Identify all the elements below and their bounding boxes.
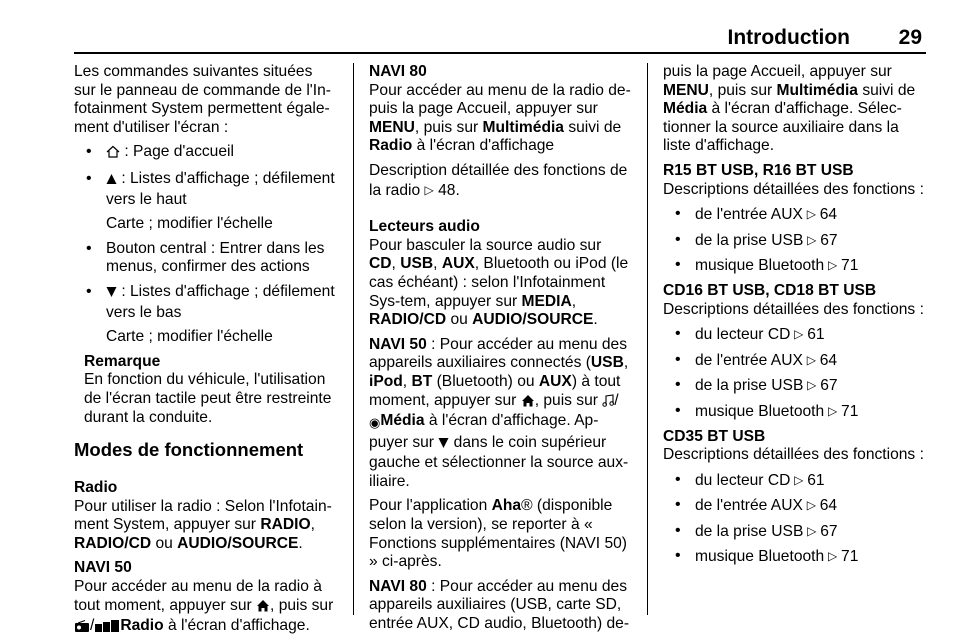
radio-heading: Radio: [74, 479, 118, 497]
list-item: • de l'entrée AUX ▷ 64: [663, 351, 926, 371]
page-ref-icon: ▷: [803, 378, 821, 393]
music-note-icon: [602, 394, 614, 413]
list-item: • de l'entrée AUX ▷ 64: [663, 496, 926, 516]
column-1: [74, 63, 337, 638]
model-groups: [663, 162, 926, 567]
list-item: • : Listes d'affichage ; défilement vers le bas: [74, 283, 337, 322]
home-icon: [106, 145, 120, 164]
page-ref-icon: ▷: [802, 207, 820, 222]
triangle-up-icon: [106, 172, 117, 191]
carte-note: Carte ; modifier l'échelle: [106, 215, 273, 233]
page-ref-icon: ▷: [824, 549, 842, 564]
remark-title: Remarque: [84, 352, 161, 370]
list-item: • Bouton central : Entrer dans les menus, confirmer des actions: [74, 240, 337, 277]
page-ref-icon: ▷: [802, 498, 820, 513]
page-ref-icon: ▷: [803, 232, 821, 247]
lecteurs-paragraph: Pour basculer la source audio sur CD, USB, AUX, Bluetooth ou iPod (le cas échéant) : selon l'Infotainment Sys-tem, appuyer sur MEDIA, RADIO/CD ou AUDIO/SOURCE.: [369, 236, 629, 329]
page-number: 29: [898, 26, 922, 49]
page-ref-icon: ▷: [424, 182, 434, 197]
page-ref-icon: ▷: [802, 352, 820, 367]
column-divider: [647, 63, 648, 615]
list-item: • du lecteur CD ▷ 61: [663, 471, 926, 491]
functions-description: Descriptions détaillées des fonctions :: [663, 180, 924, 198]
page-ref-icon: ▷: [790, 327, 808, 342]
carte-note: Carte ; modifier l'échelle: [106, 328, 273, 346]
home-icon: [256, 599, 270, 618]
header-divider: [74, 52, 926, 54]
remark-text: En fonction du véhicule, l'utilisation de l'écran tactile peut être restreinte durant la conduite.: [84, 371, 332, 426]
navi80-paragraph: Pour accéder au menu de la radio de-puis la page Accueil, appuyer sur MENU, puis sur Multimédia suivi de Radio à l'écran d'affichage: [369, 81, 631, 155]
home-icon: [521, 394, 535, 413]
page-ref-icon: ▷: [790, 472, 808, 487]
model-heading: CD16 BT USB, CD18 BT USB: [663, 281, 877, 299]
column-divider: [353, 63, 354, 615]
list-item: • musique Bluetooth ▷ 71: [663, 256, 926, 276]
section-heading: Modes de fonctionnement: [74, 439, 304, 461]
section-title: Introduction: [727, 26, 850, 49]
radio-paragraph: Pour utiliser la radio : Selon l'Infotain-ment System, appuyer sur RADIO, RADIO/CD ou AUDIO/SOURCE.: [74, 497, 332, 552]
model-heading: R15 BT USB, R16 BT USB: [663, 161, 854, 179]
list-item: • musique Bluetooth ▷ 71: [663, 402, 926, 422]
list-item: • de la prise USB ▷ 67: [663, 522, 926, 542]
functions-description: Descriptions détaillées des fonctions :: [663, 300, 924, 318]
list-item: • de l'entrée AUX ▷ 64: [663, 205, 926, 225]
triangle-down-icon: [106, 285, 117, 304]
triangle-down-icon: [438, 436, 449, 455]
continued-paragraph: puis la page Accueil, appuyer sur MENU, puis sur Multimédia suivi de Média à l'écran d'affichage. Sélec-tionner la source auxiliaire dans la liste d'affichage.: [663, 63, 916, 155]
list-item: • de la prise USB ▷ 67: [663, 376, 926, 396]
disc-icon: ◉: [369, 416, 381, 432]
navi50-heading: NAVI 50: [74, 559, 132, 577]
page-ref-icon: ▷: [824, 403, 842, 418]
model-heading: CD35 BT USB: [663, 427, 766, 445]
column-3: [663, 63, 926, 567]
navi80-audio-paragraph: NAVI 80 : Pour accéder au menu des appareils auxiliaires (USB, carte SD, entrée AUX, CD audio, Bluetooth) de-: [369, 577, 630, 633]
navi50-paragraph: Pour accéder au menu de la radio à tout moment, appuyer sur , puis sur / Radio à l'écran d'affichage.: [74, 578, 337, 638]
functions-description: Descriptions détaillées des fonctions :: [663, 446, 924, 464]
radio-bars-icon: [94, 619, 120, 638]
list-item: • de la prise USB ▷ 67: [663, 231, 926, 251]
radio-description: Description détaillée des fonctions de la radio ▷ 48.: [369, 161, 628, 199]
list-item: • du lecteur CD ▷ 61: [663, 325, 926, 345]
page-ref-icon: ▷: [803, 523, 821, 538]
list-item: • : Page d'accueil: [74, 143, 337, 164]
aha-paragraph: Pour l'application Aha® (disponible selon la version), se reporter à « Fonctions supplémentaires (NAVI 50) » ci-après.: [369, 497, 627, 571]
list-item: • : Listes d'affichage ; défilement vers le haut: [74, 170, 337, 209]
radio-icon: [74, 619, 90, 638]
lecteurs-heading: Lecteurs audio: [369, 218, 480, 236]
remark-box: [74, 353, 337, 427]
navi80-heading: NAVI 80: [369, 63, 427, 80]
list-item: • musique Bluetooth ▷ 71: [663, 547, 926, 567]
intro-paragraph: Les commandes suivantes situées sur le panneau de commande de l'In-fotainment System permettent égale-ment d'utiliser l'écran :: [74, 63, 331, 136]
column-2: [369, 63, 632, 634]
page-ref-icon: ▷: [824, 258, 842, 273]
navi50-audio-paragraph: NAVI 50 : Pour accéder au menu des appareils auxiliaires connectés (USB, iPod, BT (Bluetooth) ou AUX) à tout moment, appuyer sur , puis sur / ◉Média à l'écran d'affichage. Ap-puyer sur dans le coin supérieur gauche et sélectionner la source aux-iliaire.: [369, 335, 629, 490]
